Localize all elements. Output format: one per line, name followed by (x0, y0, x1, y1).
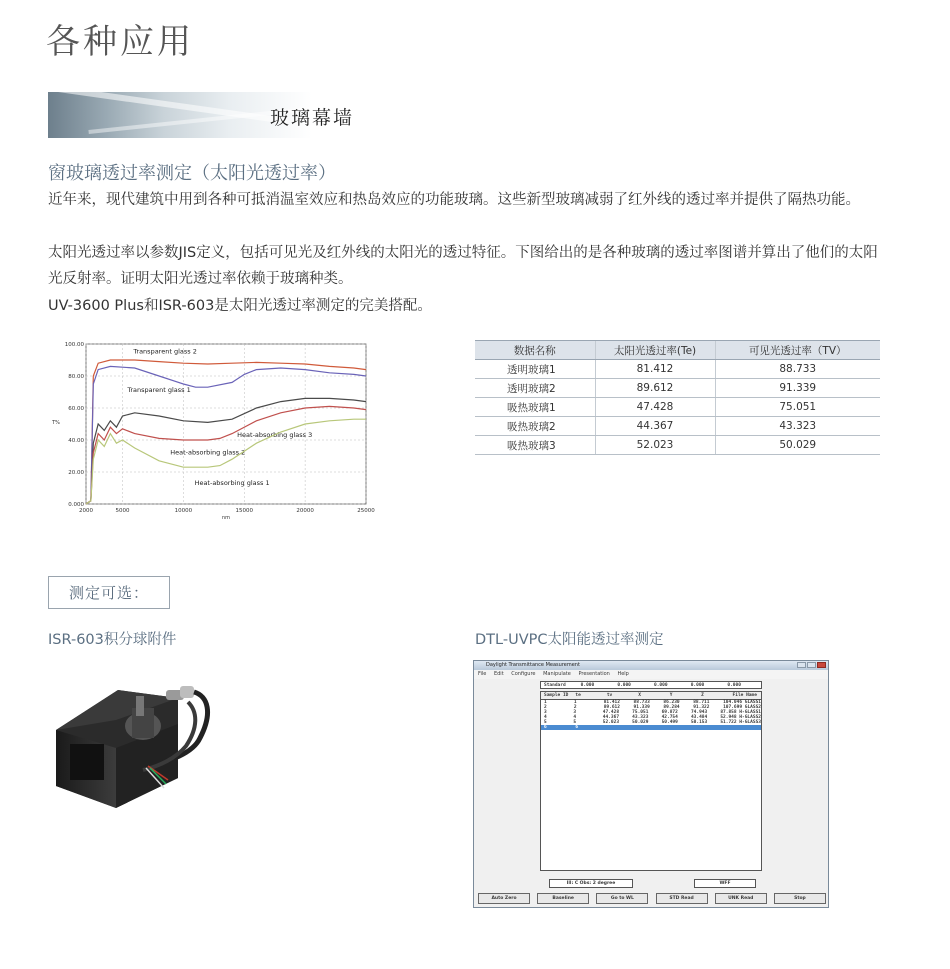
list-cell: 107.699 GLASS2 (723, 705, 761, 710)
menu-manipulate[interactable]: Manipulate (543, 671, 571, 677)
list-cell: 87.858 H-GLASS1 (720, 710, 761, 715)
list-header-cell: File Name (732, 693, 757, 698)
table-header: 数据名称 (475, 341, 595, 360)
list-cell: 88.733 (633, 700, 650, 705)
list-cell: 75.051 (632, 710, 649, 715)
list-cell: 43.484 (690, 715, 708, 720)
y-tick-label: 40.00 (68, 438, 84, 444)
table-header: 太阳光透过率(Te) (595, 341, 715, 360)
table-header: 可见光透过率（TV） (715, 341, 880, 360)
sample-list[interactable] (540, 691, 762, 871)
std-read-button[interactable]: STD Read (656, 893, 708, 904)
close-icon[interactable] (817, 662, 826, 668)
list-cell: 3 (573, 710, 577, 715)
table-cell: 52.023 (595, 436, 715, 455)
list-cell: 89.612 (603, 705, 620, 710)
list-cell: 2 (573, 705, 577, 710)
menu-configure[interactable]: Configure (511, 671, 536, 677)
table-cell: 88.733 (715, 360, 880, 379)
list-header-cell: Sample ID (544, 693, 569, 698)
x-tick-label: 5000 (115, 508, 130, 514)
list-rows (541, 700, 761, 730)
list-cell: 44.367 (602, 715, 620, 720)
list-cell: 74.943 (690, 710, 708, 715)
list-cell: 1 (544, 700, 547, 705)
isr-603-device-image (48, 668, 218, 818)
list-cell: 2 (544, 705, 547, 710)
list-cell: 42.754 (661, 715, 678, 720)
window-title: Daylight Transmittance Measurement (486, 662, 580, 668)
go-to-wl-button[interactable]: Go to WL (596, 893, 648, 904)
list-cell: 86.230 (663, 700, 680, 705)
table-cell: 81.412 (595, 360, 715, 379)
series-label: Heat-absorbing glass 3 (237, 430, 313, 439)
table-cell: 47.428 (595, 398, 715, 417)
standard-value: 0.000 (617, 682, 631, 688)
list-header-cell: tv (606, 693, 613, 698)
series-label: Heat-absorbing glass 2 (170, 448, 246, 457)
series-label: Transparent glass 2 (133, 347, 197, 356)
table-row (475, 436, 880, 455)
list-cell: 1 (573, 700, 577, 705)
y-tick-label: 60.00 (68, 406, 84, 412)
list-cell: 51.722 H-GLASS3 (720, 720, 761, 725)
table-cell: 透明玻璃1 (475, 360, 595, 379)
list-cell: 43.323 (632, 715, 649, 720)
menu-help[interactable]: Help (617, 671, 629, 677)
list-item[interactable] (541, 725, 761, 730)
list-cell: 6 (544, 725, 547, 730)
list-cell: 52.948 H-GLASS2 (720, 715, 761, 720)
table-row (475, 417, 880, 436)
menu-bar (474, 670, 828, 679)
x-tick-label: 25000 (357, 508, 375, 514)
paragraph-3: UV-3600 Plus和ISR-603是太阳光透过率测定的完美搭配。 (48, 298, 432, 314)
list-cell: 47.428 (602, 710, 620, 715)
y-tick-label: 80.00 (68, 374, 84, 380)
table-cell: 吸热玻璃1 (475, 398, 595, 417)
standard-value: 0.000 (727, 682, 741, 688)
list-cell: 4 (544, 715, 547, 720)
x-tick-label: 2000 (79, 508, 93, 514)
series-label: Heat-absorbing glass 1 (194, 478, 270, 487)
transmittance-table (475, 340, 880, 455)
standard-label: Standard (544, 682, 566, 688)
minimize-icon[interactable] (797, 662, 806, 668)
y-tick-label: 100.00 (64, 342, 84, 348)
stop-button[interactable]: Stop (774, 893, 826, 904)
banner-label: 玻璃幕墙 (270, 107, 355, 129)
maximize-icon[interactable] (807, 662, 816, 668)
table-row (475, 398, 880, 417)
list-header (541, 692, 761, 700)
series-label: Transparent glass 1 (127, 386, 191, 394)
illuminant-status: Ill: C Obs: 2 degree (549, 879, 633, 888)
list-cell: 104.046 GLASS1 (723, 700, 761, 705)
mode-status: WFF (694, 879, 756, 888)
menu-edit[interactable]: Edit (493, 671, 504, 677)
table-cell: 透明玻璃2 (475, 379, 595, 398)
list-header-cell: te (575, 693, 581, 698)
y-axis-label: T% (52, 420, 60, 426)
standard-value: 0.000 (690, 682, 705, 688)
list-header-cell: Z (701, 693, 704, 698)
page-title: 各种应用 (46, 22, 194, 62)
x-tick-label: 15000 (235, 508, 254, 514)
window-title-bar (474, 661, 828, 670)
table-row (475, 379, 880, 398)
table-cell: 91.339 (715, 379, 880, 398)
transmittance-chart (48, 336, 378, 526)
list-cell: 91.339 (633, 705, 650, 710)
table-cell: 吸热玻璃2 (475, 417, 595, 436)
table-row (475, 360, 880, 379)
menu-presentation[interactable]: Presentation (578, 671, 610, 677)
x-tick-label: 20000 (296, 508, 314, 514)
options-label-box: 测定可选： (48, 576, 170, 609)
x-axis-label: nm (221, 515, 231, 521)
list-cell: 50.029 (632, 720, 649, 725)
list-header-cell: Y (669, 693, 673, 698)
x-tick-label: 10000 (174, 508, 193, 514)
list-cell: 4 (573, 715, 577, 720)
table-cell: 吸热玻璃3 (475, 436, 595, 455)
list-cell: 88.711 (693, 700, 710, 705)
table-cell: 50.029 (715, 436, 880, 455)
standard-value: 0.000 (580, 682, 595, 688)
list-cell: 6 (575, 725, 579, 730)
dtl-uvpc-subhead: DTL-UVPC太阳能透过率测定 (475, 632, 664, 648)
table-cell: 43.323 (715, 417, 880, 436)
list-cell: 69.872 (661, 710, 678, 715)
paragraph-2: 太阳光透过率以参数JIS定义，包括可见光及红外线的太阳光的透过特征。下图给出的是各种玻璃的透过率图谱并算出了他们的太阳光反射率。证明太阳光透过率依赖于玻璃种类。 (48, 245, 878, 287)
list-cell: 5 (573, 720, 577, 725)
standard-row (540, 681, 762, 689)
list-cell: 81.412 (603, 700, 620, 705)
y-tick-label: 0.000 (68, 502, 84, 508)
list-header-cell: X (638, 693, 641, 698)
software-window (473, 660, 829, 908)
list-cell: 52.023 (602, 720, 620, 725)
baseline-button[interactable]: Baseline (537, 893, 589, 904)
list-cell: 3 (544, 710, 547, 715)
menu-file[interactable]: File (478, 671, 487, 677)
list-cell: 89.284 (663, 705, 680, 710)
isr-603-subhead: ISR-603积分球附件 (48, 632, 177, 648)
list-cell: 50.153 (690, 720, 708, 725)
table-cell: 75.051 (715, 398, 880, 417)
button-row (478, 893, 826, 904)
y-tick-label: 20.00 (68, 470, 84, 476)
table-header-row (475, 341, 880, 360)
unk-read-button[interactable]: UNK Read (715, 893, 767, 904)
list-cell: 5 (544, 720, 547, 725)
table-cell: 89.612 (595, 379, 715, 398)
list-cell: 50.499 (661, 720, 678, 725)
paragraph-1: 近年来，现代建筑中用到各种可抵消温室效应和热岛效应的功能玻璃。这些新型玻璃减弱了红外线的透过率并提供了隔热功能。 (48, 192, 860, 208)
table-cell: 44.367 (595, 417, 715, 436)
section-heading: 窗玻璃透过率测定（太阳光透过率） (48, 163, 336, 184)
section-banner (48, 92, 378, 138)
chart-svg (48, 336, 378, 526)
list-cell: 91.322 (693, 705, 710, 710)
auto-zero-button[interactable]: Auto Zero (478, 893, 530, 904)
standard-value: 0.000 (654, 682, 668, 688)
